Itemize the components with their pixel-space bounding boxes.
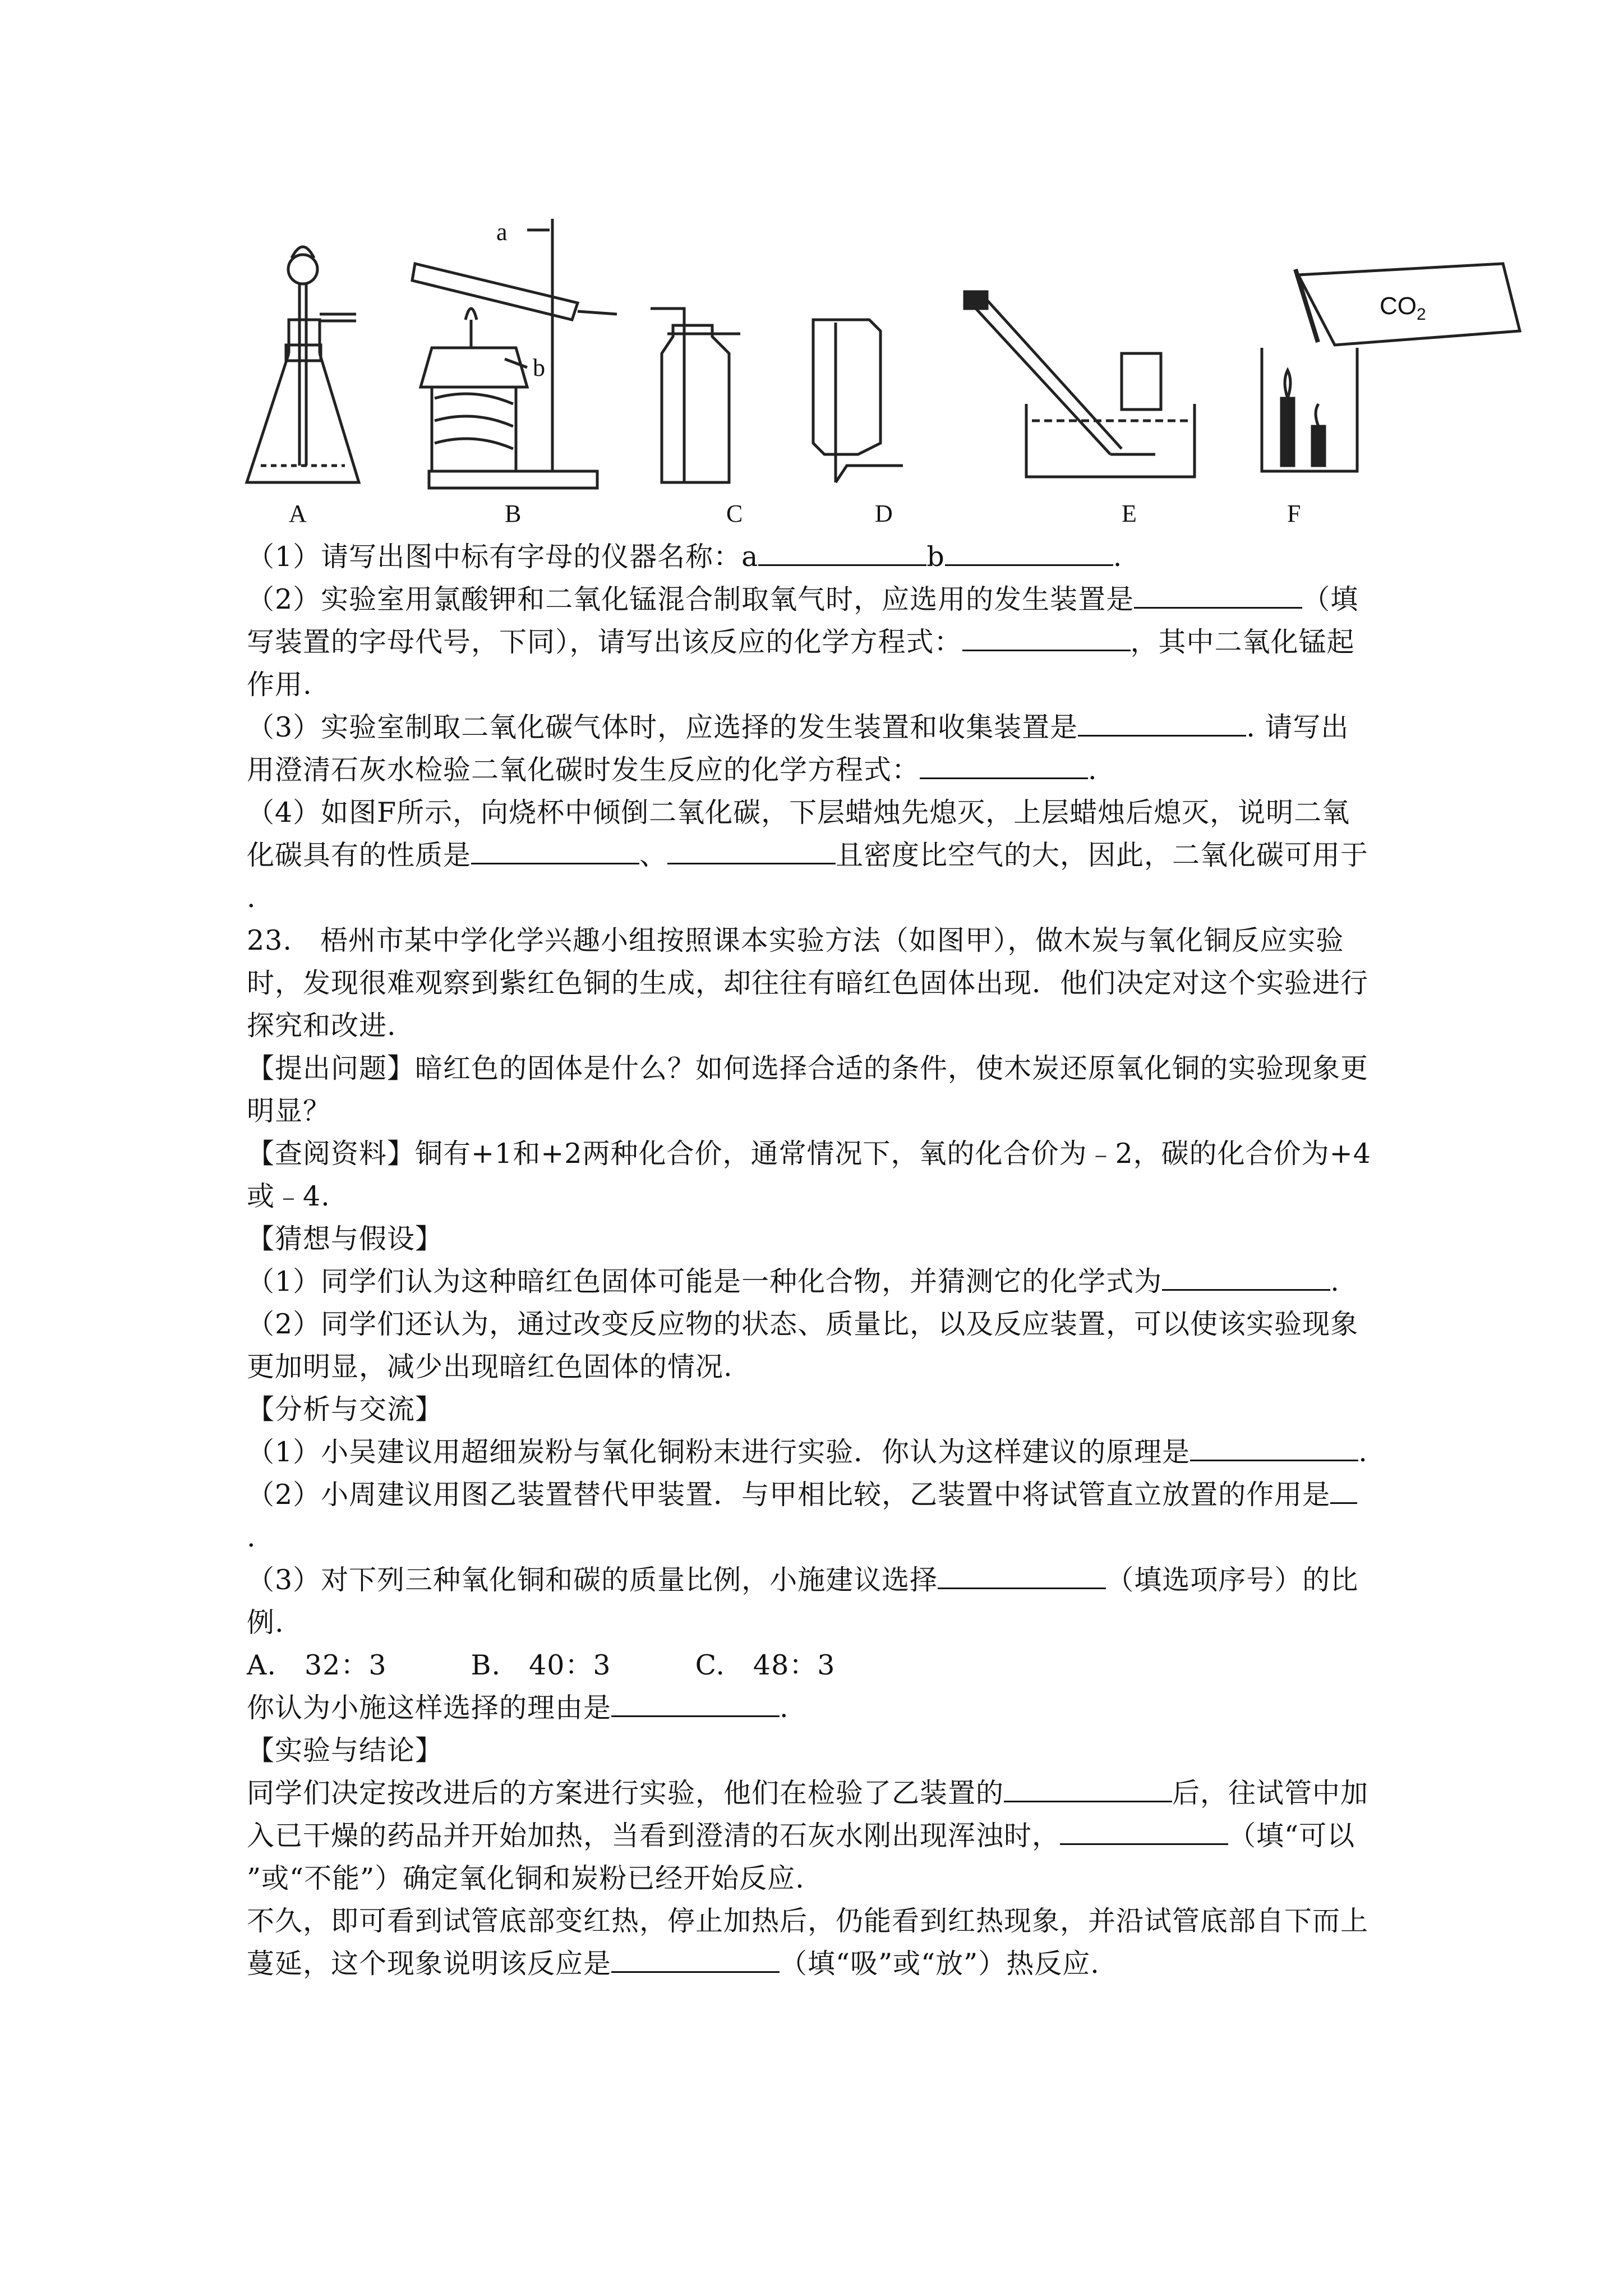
text-line xyxy=(247,834,1396,877)
text-line xyxy=(247,1644,1396,1687)
line-text: 你认为小施这样选择的理由是 xyxy=(247,1692,612,1724)
line-text: （填 xyxy=(1302,583,1359,615)
answer-blank[interactable] xyxy=(1004,1775,1172,1802)
text-line xyxy=(247,1175,1396,1218)
label-b: b xyxy=(533,354,545,381)
line-text: . 请写出 xyxy=(1246,711,1349,743)
apparatus-figure xyxy=(236,219,1525,533)
line-text: 不久，即可看到试管底部变红热，停止加热后，仍能看到红热现象，并沿试管底部自下而上 xyxy=(247,1905,1369,1937)
answer-blank[interactable] xyxy=(667,837,836,864)
figure-label-a: A xyxy=(289,500,307,527)
line-text: （1）小吴建议用超细炭粉与氧化铜粉末进行实验．你认为这样建议的原理是 xyxy=(247,1436,1191,1468)
line-text: （填“吸”或“放”）热反应. xyxy=(780,1948,1100,1980)
answer-blank[interactable] xyxy=(758,539,926,566)
line-text: 且密度比空气的大，因此，二氧化碳可用于 xyxy=(836,839,1369,871)
line-text: 探究和改进. xyxy=(247,1010,396,1042)
question-text xyxy=(247,536,1396,1985)
answer-blank[interactable] xyxy=(1134,581,1302,609)
text-line xyxy=(247,578,1396,621)
line-text: 写装置的字母代号，下同），请写出该反应的化学方程式： xyxy=(247,626,962,658)
line-text: （2）同学们还认为，通过改变反应物的状态、质量比，以及反应装置，可以使该实验现象 xyxy=(247,1308,1359,1340)
line-text: 时，发现很难观察到紫红色铜的生成，却往往有暗红色固体出现．他们决定对这个实验进行 xyxy=(247,967,1369,999)
line-text: （填“可以 xyxy=(1228,1820,1355,1852)
text-line xyxy=(247,1005,1396,1047)
text-line xyxy=(247,1346,1396,1388)
text-line xyxy=(247,1133,1396,1175)
line-text: 例. xyxy=(247,1607,284,1639)
answer-blank[interactable] xyxy=(471,837,639,864)
answer-blank[interactable] xyxy=(1060,1818,1228,1845)
line-text: ”或“不能”）确定氧化铜和炭粉已经开始反应. xyxy=(247,1862,805,1894)
answer-blank[interactable] xyxy=(945,539,1113,566)
figure-label-c: C xyxy=(726,500,743,527)
apparatus-b-heating-setup xyxy=(412,219,617,488)
line-text: 【猜想与假设】 xyxy=(247,1223,444,1255)
line-text: （2）小周建议用图乙装置替代甲装置．与甲相比较，乙装置中将试管直立放置的作用是 xyxy=(247,1479,1331,1511)
line-text: （1）同学们认为这种暗红色固体可能是一种化合物，并猜测它的化学式为 xyxy=(247,1266,1163,1297)
answer-blank[interactable] xyxy=(1162,1263,1330,1291)
text-line xyxy=(247,1388,1396,1431)
answer-blank[interactable] xyxy=(611,1690,780,1717)
text-line xyxy=(247,1474,1396,1516)
text-line xyxy=(247,706,1396,749)
line-text: 同学们决定按改进后的方案进行实验，他们在检验了乙装置的 xyxy=(247,1777,1004,1809)
co2-label: $CO_2$ xyxy=(1380,292,1426,324)
line-text: （2）实验室用氯酸钾和二氧化锰混合制取氧气时，应选用的发生装置是 xyxy=(247,583,1135,615)
line-text: A. 32：3 B. 40：3 C. 48：3 xyxy=(247,1649,836,1681)
text-line xyxy=(247,664,1396,706)
text-line xyxy=(247,1815,1396,1857)
apparatus-a-conical-flask xyxy=(247,247,359,482)
text-line xyxy=(247,1857,1396,1900)
line-text: . xyxy=(1330,1266,1340,1297)
text-line xyxy=(247,1602,1396,1644)
line-text: 【实验与结论】 xyxy=(247,1734,444,1766)
text-line xyxy=(247,1047,1396,1090)
text-line xyxy=(247,1772,1396,1815)
line-text: 23. 梧州市某中学化学兴趣小组按照课本实验方法（如图甲），做木炭与氧化铜反应实验 xyxy=(247,924,1344,956)
answer-blank[interactable] xyxy=(1078,709,1246,737)
figure-label-b: B xyxy=(505,500,522,527)
line-text: . xyxy=(1113,541,1123,573)
line-text: 【分析与交流】 xyxy=(247,1393,444,1425)
text-line xyxy=(247,1218,1396,1260)
text-line xyxy=(247,749,1396,792)
line-text: 【提出问题】暗红色的固体是什么？如何选择合适的条件，使木炭还原氧化铜的实验现象更 xyxy=(247,1052,1369,1084)
text-line xyxy=(247,1900,1396,1943)
answer-blank[interactable] xyxy=(920,752,1088,779)
text-line xyxy=(247,1431,1396,1474)
apparatus-e-water-trough xyxy=(965,292,1195,477)
text-line xyxy=(247,1090,1396,1133)
line-text: 用澄清石灰水检验二氧化碳时发生反应的化学方程式： xyxy=(247,754,920,786)
text-line xyxy=(247,1687,1396,1729)
text-line xyxy=(247,1559,1396,1602)
line-text: （3）实验室制取二氧化碳气体时，应选择的发生装置和收集装置是 xyxy=(247,711,1078,743)
text-line xyxy=(247,621,1396,664)
text-line xyxy=(247,536,1396,578)
line-text: b xyxy=(926,541,945,573)
line-text: （1）请写出图中标有字母的仪器名称：a xyxy=(247,541,759,573)
label-a: a xyxy=(496,219,508,246)
text-line xyxy=(247,1516,1396,1559)
apparatus-c-collecting-bottle xyxy=(651,309,740,482)
text-line xyxy=(247,1303,1396,1346)
answer-blank[interactable] xyxy=(962,624,1131,651)
apparatus-d-inverted-bottle xyxy=(813,320,903,482)
line-text: . xyxy=(247,1521,256,1553)
line-text: . xyxy=(1358,1436,1368,1468)
figure-label-f: F xyxy=(1287,500,1301,527)
line-text: ，其中二氧化锰起 xyxy=(1130,626,1355,658)
text-line xyxy=(247,962,1396,1005)
text-line xyxy=(247,792,1396,834)
line-text: 蔓延，这个现象说明该反应是 xyxy=(247,1948,612,1980)
answer-blank[interactable] xyxy=(611,1945,780,1973)
line-text: 作用. xyxy=(247,669,312,701)
line-text: 或﹣4. xyxy=(247,1180,330,1212)
answer-blank[interactable] xyxy=(1190,1434,1358,1461)
text-line xyxy=(247,1729,1396,1772)
figure-label-e: E xyxy=(1122,500,1137,527)
line-text: （填选项序号）的比 xyxy=(1106,1564,1359,1596)
line-text: 更加明显，减少出现暗红色固体的情况. xyxy=(247,1351,733,1383)
line-text: 【查阅资料】铜有+1和+2两种化合价，通常情况下，氧的化合价为﹣2，碳的化合价为+4 xyxy=(247,1138,1371,1170)
line-text: . xyxy=(780,1692,789,1724)
text-line xyxy=(247,1943,1396,1985)
text-line xyxy=(247,1260,1396,1303)
line-text: （3）对下列三种氧化铜和碳的质量比例，小施建议选择 xyxy=(247,1564,938,1596)
line-text: 入已干燥的药品并开始加热，当看到澄清的石灰水刚出现浑浊时， xyxy=(247,1820,1061,1852)
line-text: . xyxy=(247,882,256,914)
figure-label-d: D xyxy=(875,500,893,527)
answer-blank[interactable] xyxy=(1330,1476,1357,1504)
line-text: . xyxy=(1088,754,1098,786)
text-line xyxy=(247,919,1396,962)
line-text: 后，往试管中加 xyxy=(1172,1777,1369,1809)
text-line xyxy=(247,877,1396,919)
line-text: 、 xyxy=(639,839,668,871)
line-text: 明显？ xyxy=(247,1095,331,1127)
answer-blank[interactable] xyxy=(938,1562,1106,1589)
line-text: （4）如图F所示，向烧杯中倾倒二氧化碳，下层蜡烛先熄灭，上层蜡烛后熄灭，说明二氧 xyxy=(247,797,1350,829)
line-text: 化碳具有的性质是 xyxy=(247,839,472,871)
